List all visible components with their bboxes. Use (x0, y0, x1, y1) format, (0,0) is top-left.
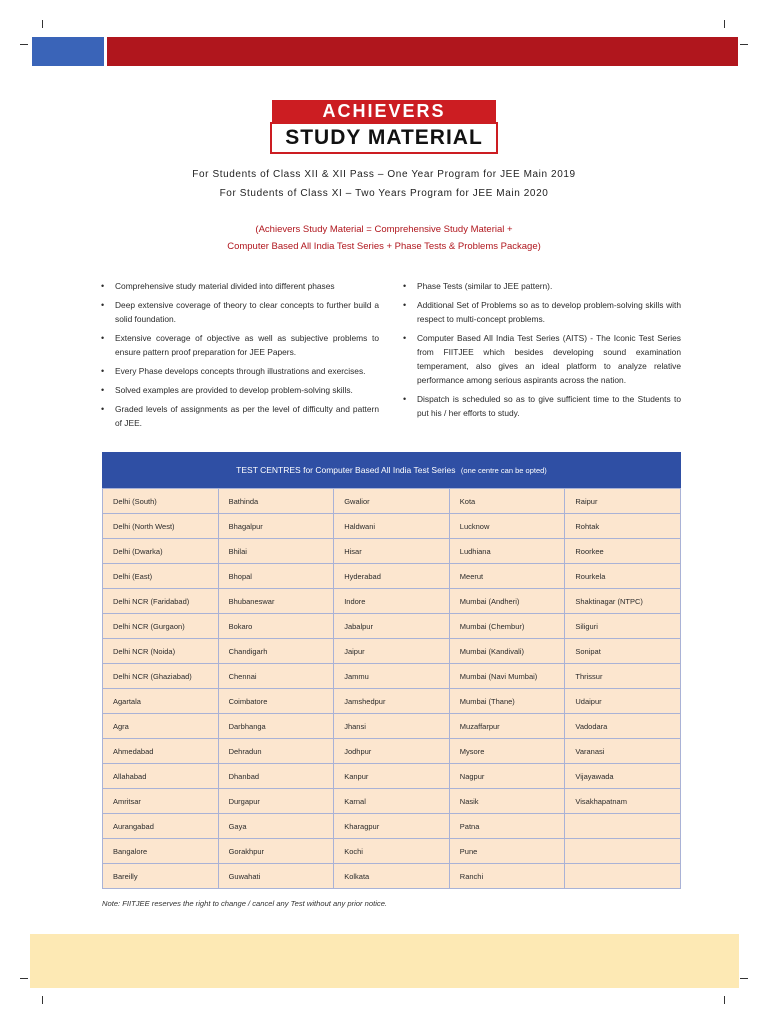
centre-cell: Mumbai (Chembur) (449, 614, 565, 639)
centre-cell: Mumbai (Navi Mumbai) (449, 664, 565, 689)
centre-cell: Karnal (334, 789, 450, 814)
feature-item: • Comprehensive study material divided into different phases (101, 279, 379, 293)
centre-cell: Visakhapatnam (565, 789, 681, 814)
test-centres-title: TEST CENTRES for Computer Based All India Test Series (236, 465, 456, 475)
centre-cell (565, 864, 681, 889)
centre-cell: Mumbai (Kandivali) (449, 639, 565, 664)
centre-cell: Aurangabad (103, 814, 219, 839)
centre-cell: Mumbai (Andheri) (449, 589, 565, 614)
test-centres-header (102, 452, 681, 488)
centre-cell: Allahabad (103, 764, 219, 789)
centre-cell: Delhi (North West) (103, 514, 219, 539)
centre-cell: Darbhanga (218, 714, 334, 739)
crop-mark (740, 44, 748, 45)
centre-cell: Delhi NCR (Noida) (103, 639, 219, 664)
package-definition-line-1: (Achievers Study Material = Comprehensive Study Material + (255, 224, 513, 235)
subtitle-line-2: For Students of Class XI – Two Years Program for JEE Main 2020 (219, 188, 549, 199)
centre-cell: Patna (449, 814, 565, 839)
table-row (103, 514, 681, 539)
centre-cell (565, 839, 681, 864)
centre-cell: Kochi (334, 839, 450, 864)
centre-cell: Agartala (103, 689, 219, 714)
table-row (103, 589, 681, 614)
centre-cell: Delhi (Dwarka) (103, 539, 219, 564)
centre-cell: Dehradun (218, 739, 334, 764)
badge-study-material: STUDY MATERIAL (270, 122, 498, 154)
features-list-left (101, 279, 379, 435)
centre-cell: Nasik (449, 789, 565, 814)
centre-cell: Delhi (South) (103, 489, 219, 514)
title-badge (270, 100, 498, 154)
centre-cell: Pune (449, 839, 565, 864)
centre-cell: Bhopal (218, 564, 334, 589)
centre-cell: Jodhpur (334, 739, 450, 764)
centre-cell: Kharagpur (334, 814, 450, 839)
feature-item: • Dispatch is scheduled so as to give sufficient time to the Students to put his / her efforts to study. (403, 392, 681, 420)
feature-item: • Extensive coverage of objective as well as subjective problems to ensure pattern proof preparation for JEE Papers. (101, 331, 379, 359)
centre-cell: Delhi (East) (103, 564, 219, 589)
centre-cell: Guwahati (218, 864, 334, 889)
centre-cell: Shaktinagar (NTPC) (565, 589, 681, 614)
centre-cell: Sonipat (565, 639, 681, 664)
centre-cell: Delhi NCR (Gurgaon) (103, 614, 219, 639)
centre-cell: Roorkee (565, 539, 681, 564)
badge-achievers: ACHIEVERS (272, 100, 496, 122)
test-centres-option-note: (one centre can be opted) (460, 466, 547, 475)
centre-cell: Siliguri (565, 614, 681, 639)
centre-cell: Bokaro (218, 614, 334, 639)
centre-cell: Hisar (334, 539, 450, 564)
centre-cell: Chennai (218, 664, 334, 689)
centre-cell: Vijayawada (565, 764, 681, 789)
centre-cell: Dhanbad (218, 764, 334, 789)
crop-mark (42, 20, 43, 28)
table-row (103, 789, 681, 814)
table-row (103, 814, 681, 839)
package-definition-line-2: Computer Based All India Test Series + Phase Tests & Problems Package) (227, 241, 541, 252)
centre-cell: Hyderabad (334, 564, 450, 589)
crop-mark (724, 996, 725, 1004)
centre-cell: Rohtak (565, 514, 681, 539)
centre-cell: Bareilly (103, 864, 219, 889)
centre-cell: Bathinda (218, 489, 334, 514)
centre-cell: Jabalpur (334, 614, 450, 639)
table-row (103, 564, 681, 589)
centre-cell: Delhi NCR (Faridabad) (103, 589, 219, 614)
test-centres-table (102, 452, 681, 889)
feature-item: • Phase Tests (similar to JEE pattern). (403, 279, 681, 293)
footer-band (30, 934, 739, 988)
centre-cell: Jaipur (334, 639, 450, 664)
centre-cell: Jamshedpur (334, 689, 450, 714)
centre-cell: Lucknow (449, 514, 565, 539)
feature-item: • Solved examples are provided to develop problem-solving skills. (101, 383, 379, 397)
centre-cell: Gorakhpur (218, 839, 334, 864)
centre-cell: Amritsar (103, 789, 219, 814)
table-row (103, 689, 681, 714)
centre-cell: Ranchi (449, 864, 565, 889)
centre-cell: Meerut (449, 564, 565, 589)
feature-item: • Every Phase develops concepts through illustrations and exercises. (101, 364, 379, 378)
centre-cell: Ludhiana (449, 539, 565, 564)
centre-cell: Kota (449, 489, 565, 514)
feature-item: • Additional Set of Problems so as to develop problem-solving skills with respect to multi-concept problems. (403, 298, 681, 326)
centre-cell: Bhagalpur (218, 514, 334, 539)
centre-cell: Gaya (218, 814, 334, 839)
centre-cell: Bhubaneswar (218, 589, 334, 614)
centre-cell: Raipur (565, 489, 681, 514)
table-row (103, 714, 681, 739)
table-row (103, 614, 681, 639)
table-row (103, 664, 681, 689)
crop-mark (20, 44, 28, 45)
centre-cell: Udaipur (565, 689, 681, 714)
centre-cell: Chandigarh (218, 639, 334, 664)
table-row (103, 639, 681, 664)
subtitle-line-1: For Students of Class XII & XII Pass – One Year Program for JEE Main 2019 (192, 169, 576, 180)
table-row (103, 539, 681, 564)
centre-cell: Kanpur (334, 764, 450, 789)
features-list-right (403, 279, 681, 425)
table-row (103, 839, 681, 864)
centre-cell: Durgapur (218, 789, 334, 814)
centre-cell: Mumbai (Thane) (449, 689, 565, 714)
crop-mark (740, 978, 748, 979)
disclaimer-note: Note: FIITJEE reserves the right to change / cancel any Test without any prior notice. (102, 899, 388, 908)
test-centres-grid (102, 488, 681, 889)
feature-item: • Deep extensive coverage of theory to clear concepts to further build a solid foundation. (101, 298, 379, 326)
centre-cell: Kolkata (334, 864, 450, 889)
header-red-band (107, 37, 738, 66)
centre-cell: Bhilai (218, 539, 334, 564)
centre-cell: Vadodara (565, 714, 681, 739)
crop-mark (724, 20, 725, 28)
centre-cell: Rourkela (565, 564, 681, 589)
table-row (103, 739, 681, 764)
centre-cell: Jammu (334, 664, 450, 689)
centre-cell: Nagpur (449, 764, 565, 789)
centre-cell: Muzaffarpur (449, 714, 565, 739)
centre-cell: Coimbatore (218, 689, 334, 714)
centre-cell: Varanasi (565, 739, 681, 764)
header-blue-block (32, 37, 104, 66)
table-row (103, 764, 681, 789)
centre-cell: Indore (334, 589, 450, 614)
centre-cell: Bangalore (103, 839, 219, 864)
table-row (103, 489, 681, 514)
centre-cell: Delhi NCR (Ghaziabad) (103, 664, 219, 689)
centre-cell: Jhansi (334, 714, 450, 739)
centre-cell: Thrissur (565, 664, 681, 689)
centre-cell: Gwalior (334, 489, 450, 514)
centre-cell: Mysore (449, 739, 565, 764)
centre-cell: Haldwani (334, 514, 450, 539)
crop-mark (20, 978, 28, 979)
feature-item: • Graded levels of assignments as per the level of difficulty and pattern of JEE. (101, 402, 379, 430)
crop-mark (42, 996, 43, 1004)
centre-cell: Ahmedabad (103, 739, 219, 764)
table-row (103, 864, 681, 889)
feature-item: • Computer Based All India Test Series (AITS) - The Iconic Test Series from FIITJEE which besides developing sound examination temperament, also gives an ideal platform to analyze relative performance among serious aspirants across the nation. (403, 331, 681, 387)
centre-cell: Agra (103, 714, 219, 739)
centre-cell (565, 814, 681, 839)
